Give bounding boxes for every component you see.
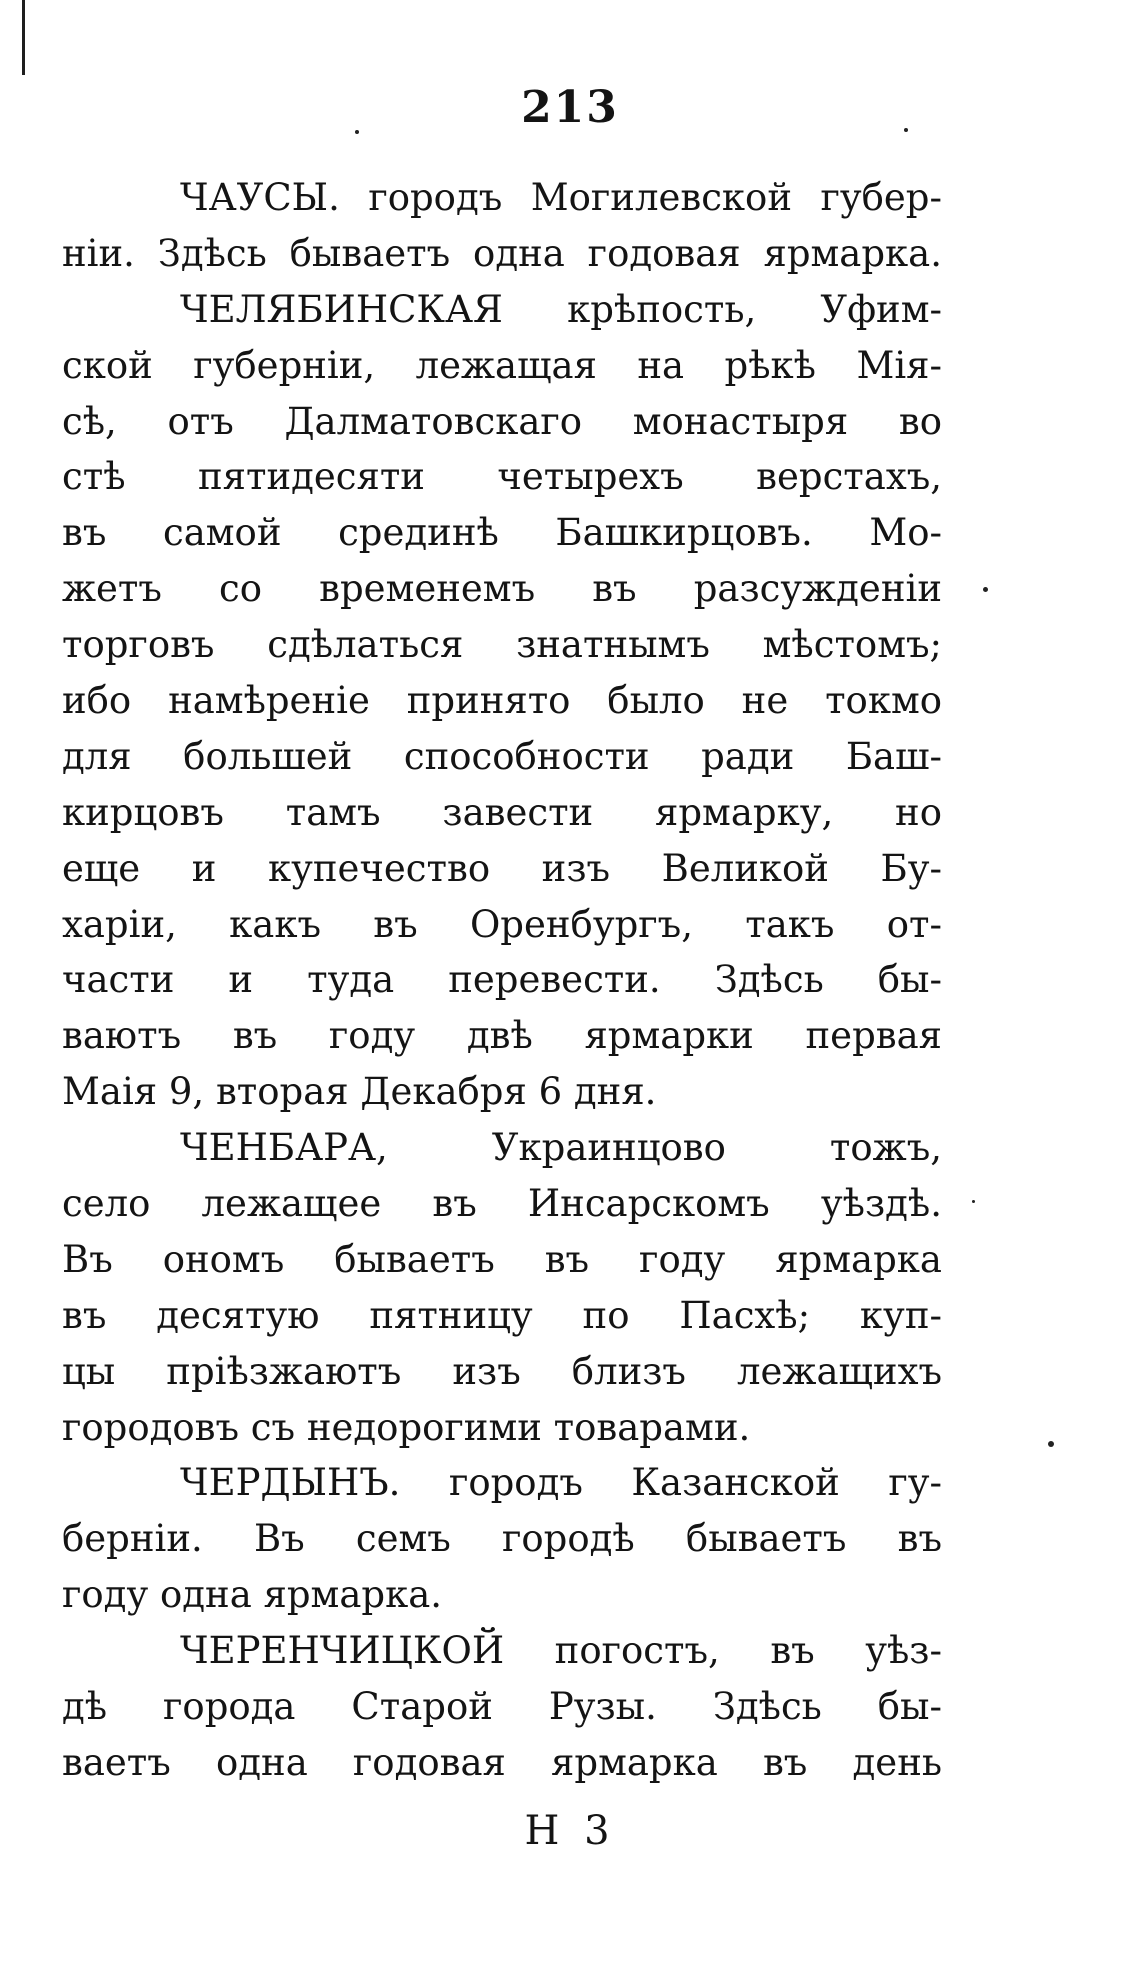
- text-line: ЧАУСЫ. городъ Могилевской губер-: [180, 176, 942, 219]
- entry-chelyabinskaya: [62, 282, 942, 1120]
- text-line: ской губернiи, лежащая на рѣкѣ Мiя-: [62, 343, 942, 387]
- scan-speck: [972, 1200, 975, 1203]
- text-line: торговъ сдѣлаться знатнымъ мѣстомъ;: [62, 623, 942, 667]
- text-line: ЧЕРЕНЧИЦКОЙ погостъ, въ уѣз-: [180, 1629, 942, 1673]
- text-line: части и туда перевести. Здѣсь бы-: [62, 958, 942, 1002]
- text-line: ЧЕЛЯБИНСКАЯ крѣпость, Уфим-: [180, 287, 942, 331]
- body-text: [62, 170, 942, 1791]
- text-line: стѣ пятидесяти четырехъ верстахъ,: [62, 455, 942, 499]
- scan-speck: [1048, 1441, 1054, 1447]
- text-line: въ самой срединѣ Башкирцовъ. Мо-: [62, 511, 942, 555]
- text-line: нiи. Здѣсь бываетъ одна годовая ярмарка.: [62, 231, 942, 275]
- scan-speck: [983, 587, 988, 592]
- text-line: кирцовъ тамъ завести ярмарку, но: [62, 790, 942, 834]
- text-line: еще и купечество изъ Великой Бу-: [62, 846, 942, 890]
- text-line: году одна ярмарка.: [62, 1573, 443, 1617]
- text-line: цы прiѣзжаютъ изъ близъ лежащихъ: [62, 1349, 942, 1393]
- text-line: сѣ, отъ Далматовскаго монастыря во: [62, 399, 942, 443]
- page-edge-rule: [22, 0, 25, 75]
- text-line: село лежащее въ Инсарскомъ уѣздѣ.: [62, 1182, 942, 1226]
- entry-cherenchitskoy: [62, 1623, 942, 1791]
- text-line: Въ ономъ бываетъ въ году ярмарка: [62, 1237, 942, 1281]
- text-line: жетъ со временемъ въ разсужденiи: [62, 567, 942, 611]
- scan-speck: [355, 130, 359, 134]
- text-line: дѣ города Старой Рузы. Здѣсь бы-: [62, 1685, 942, 1729]
- text-line: харiи, какъ въ Оренбургъ, такъ от-: [62, 902, 942, 946]
- text-line: ваетъ одна годовая ярмарка въ день: [62, 1740, 942, 1784]
- text-line: ЧЕРДЫНЪ. городъ Казанской гу-: [180, 1461, 942, 1505]
- text-line: ибо намѣренiе принято было не токмо: [62, 679, 942, 723]
- entry-cherdyn: [62, 1455, 942, 1623]
- entry-chenbara: [62, 1120, 942, 1455]
- text-line: бернiи. Въ семъ городѣ бываетъ въ: [62, 1517, 942, 1561]
- text-line: ваютъ въ году двѣ ярмарки первая: [62, 1014, 942, 1058]
- text-line: въ десятую пятницу по Пасхѣ; куп-: [62, 1293, 942, 1337]
- text-line: для большей способности ради Баш-: [62, 734, 942, 778]
- signature-mark: H 3: [524, 1808, 616, 1854]
- text-line: Маiя 9, вторая Декабря 6 дня.: [62, 1070, 657, 1114]
- scan-speck: [904, 128, 908, 132]
- entry-chausy: [62, 170, 942, 282]
- text-line: городовъ съ недорогими товарами.: [62, 1405, 751, 1449]
- text-line: ЧЕНБАРА, Украинцово тожъ,: [180, 1126, 942, 1170]
- page-number: 213: [521, 82, 619, 133]
